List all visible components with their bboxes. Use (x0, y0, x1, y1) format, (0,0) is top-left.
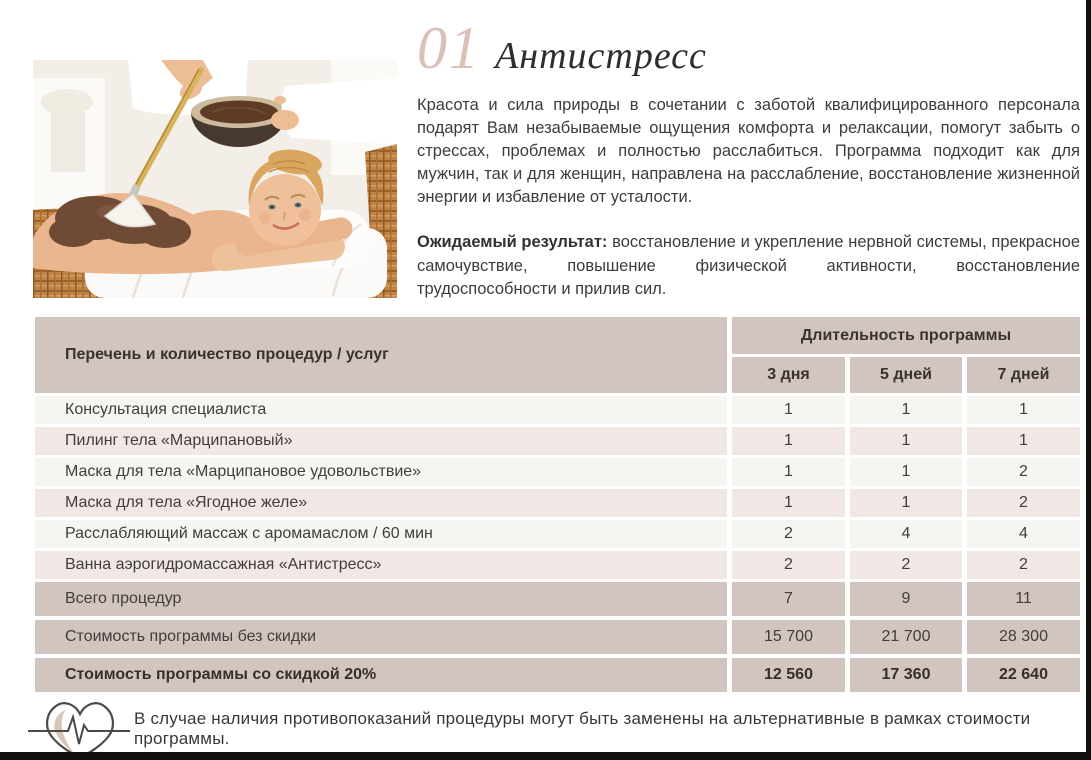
page-edge-bottom (0, 752, 1091, 760)
table-row (35, 658, 1080, 696)
procedure-value: 1 (845, 458, 962, 489)
expected-result-text: восстановление и укрепление нервной системы, прекрасное самочувствие, повышение физической активности, восстановление трудоспособности и прилив сил. (417, 233, 1080, 298)
program-title: Антистресс (495, 35, 707, 77)
procedure-value: 15 700 (727, 620, 845, 658)
table-row (35, 520, 1080, 551)
procedure-value: 12 560 (727, 658, 845, 696)
procedure-label: Маска для тела «Ягодное желе» (35, 489, 727, 520)
heart-ecg-icon (28, 700, 132, 758)
table-row (35, 396, 1080, 427)
procedure-label: Маска для тела «Марципановое удовольствие» (35, 458, 727, 489)
procedure-value: 2 (727, 551, 845, 582)
procedure-label: Пилинг тела «Марципановый» (35, 427, 727, 458)
table-row (35, 620, 1080, 658)
procedure-value: 11 (962, 582, 1080, 620)
procedure-value: 1 (845, 489, 962, 520)
procedure-label: Стоимость программы со скидкой 20% (35, 658, 727, 696)
program-description (417, 15, 1080, 301)
program-number: 01 (417, 15, 481, 81)
table-row (35, 427, 1080, 458)
page-edge-right (1086, 0, 1091, 760)
procedure-value: 1 (727, 427, 845, 458)
procedure-value: 1 (962, 396, 1080, 427)
procedure-label: Всего процедур (35, 582, 727, 620)
column-header-3-days: 3 дня (727, 357, 845, 396)
table-header-row-1 (35, 317, 1080, 357)
procedure-value: 28 300 (962, 620, 1080, 658)
procedure-label: Расслабляющий массаж с аромамаслом / 60 мин (35, 520, 727, 551)
footnote-text: В случае наличия противопоказаний процедуры могут быть заменены на альтернативные в рамках стоимости программы. (134, 709, 1031, 748)
procedure-value: 1 (727, 396, 845, 427)
procedure-value: 2 (845, 551, 962, 582)
procedures-table (35, 317, 1080, 696)
procedure-value: 4 (962, 520, 1080, 551)
column-header-7-days: 7 дней (962, 357, 1080, 396)
procedure-label: Ванна аэрогидромассажная «Антистресс» (35, 551, 727, 582)
spa-photo (33, 60, 397, 298)
procedure-label: Консультация специалиста (35, 396, 727, 427)
procedure-value: 2 (727, 520, 845, 551)
procedure-value: 1 (962, 427, 1080, 458)
procedure-value: 1 (845, 427, 962, 458)
procedure-value: 2 (962, 489, 1080, 520)
procedure-value: 9 (845, 582, 962, 620)
table-row (35, 582, 1080, 620)
table-row (35, 489, 1080, 520)
procedure-value: 4 (845, 520, 962, 551)
procedures-column-header: Перечень и количество процедур / услуг (35, 317, 727, 396)
procedure-value: 17 360 (845, 658, 962, 696)
column-header-5-days: 5 дней (845, 357, 962, 396)
procedures-table-body (35, 396, 1080, 696)
table-row (35, 458, 1080, 489)
procedure-value: 2 (962, 458, 1080, 489)
procedure-value: 1 (727, 489, 845, 520)
procedure-value: 7 (727, 582, 845, 620)
expected-result-label: Ожидаемый результат: (417, 233, 608, 252)
program-heading (417, 15, 1080, 81)
duration-group-header: Длительность программы (727, 317, 1080, 357)
footnote (28, 700, 1078, 758)
procedure-value: 1 (727, 458, 845, 489)
intro-paragraph: Красота и сила природы в сочетании с заботой квалифицированного персонала подарят Вам незабываемые ощущения комфорта и релаксации, помогут забыть о стрессах, проблемах и полностью расслабиться. Программа подходит как для мужчин, так и для женщин, направлена на расслабление, восстановление жизненной энергии и избавление от усталости. (417, 96, 1080, 207)
table-row (35, 551, 1080, 582)
expected-result-paragraph (417, 231, 1080, 300)
procedure-value: 22 640 (962, 658, 1080, 696)
procedure-value: 1 (845, 396, 962, 427)
spa-photo-illustration (33, 60, 397, 298)
procedure-value: 2 (962, 551, 1080, 582)
procedure-value: 21 700 (845, 620, 962, 658)
procedure-label: Стоимость программы без скидки (35, 620, 727, 658)
